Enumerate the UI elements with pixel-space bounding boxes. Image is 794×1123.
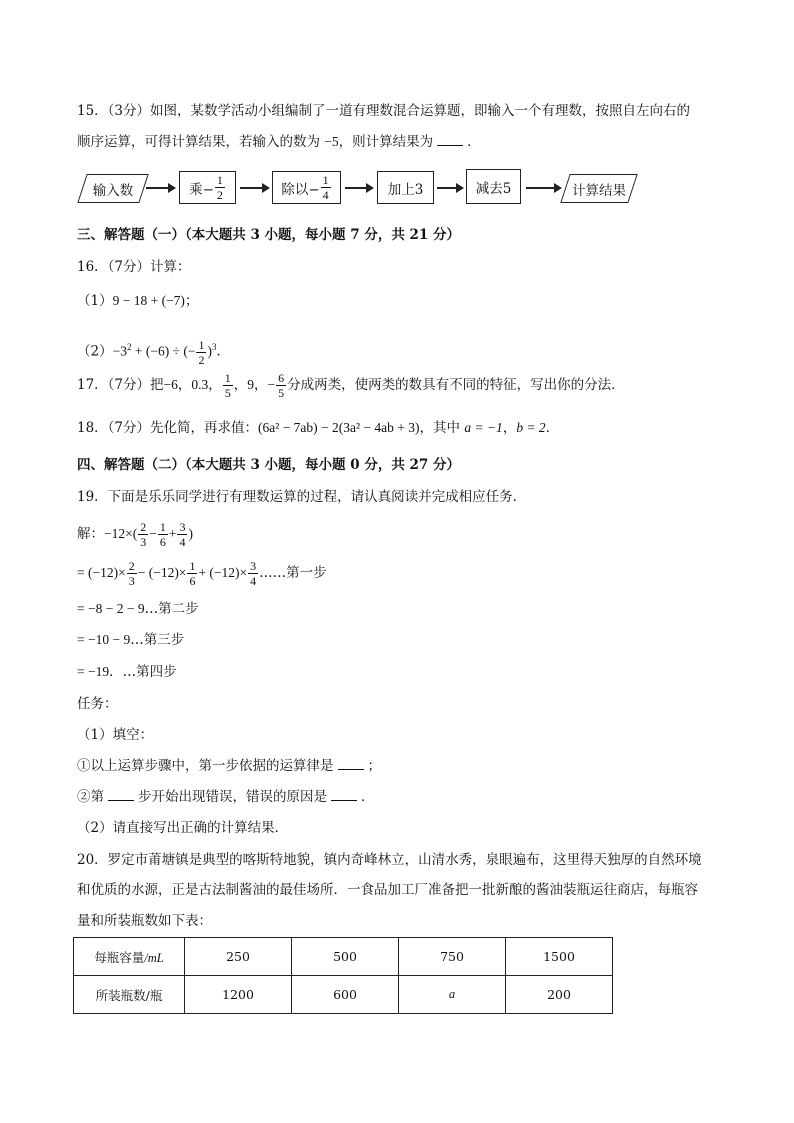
q19-t1b-a: ②第	[77, 789, 104, 805]
q19-plus: +	[168, 526, 177, 541]
table-row-head	[74, 938, 185, 976]
answer-blank	[108, 788, 134, 801]
q20-line2: 和优质的水源，正是古法制酱油的最佳场所．一食品加工厂准备把一批新酿的酱油装瓶运往商店，每瓶容	[77, 882, 698, 898]
q16-part2-exp2: 3	[211, 342, 217, 352]
q18	[77, 418, 559, 438]
q20-line3: 量和所装瓶数如下表：	[77, 913, 212, 929]
table-cell: a	[399, 976, 506, 1014]
table-cell: 250	[185, 938, 292, 976]
q16-stem: 16．（7分）计算：	[77, 259, 191, 275]
table-cell: 500	[292, 938, 399, 976]
frac-den: 4	[322, 188, 329, 202]
frac-den: 6	[159, 535, 166, 549]
q15-line2	[77, 132, 481, 152]
table-row-head: 所装瓶数/瓶	[74, 976, 185, 1014]
q20-line1: 20．罗定市莆塘镇是典型的喀斯特地貌，镇内奇峰林立，山清水秀，泉眼遍布，这里得天独厚的自然环境	[77, 852, 702, 868]
q19-t1a-text: ①以上运算步骤中，第一步依据的运算律是	[77, 758, 334, 774]
flow-step-3: 加上3	[377, 171, 434, 204]
q19-t1a	[77, 756, 381, 776]
frac-num: 6	[278, 371, 285, 385]
frac-num: 1	[224, 371, 231, 385]
q19-step1-a: = (−12)×	[77, 565, 126, 580]
q19-fraction-b	[158, 520, 168, 549]
q19-t1b-b: 步开始出现错误，错误的原因是	[138, 789, 327, 805]
frac-num: 2	[140, 520, 147, 534]
q19-step2-expr: = −8 − 2 − 9	[77, 601, 145, 616]
q16-part2-exp: 2	[126, 342, 132, 352]
table-cell: 750	[399, 938, 506, 976]
section-3-title: 三、解答题（一）（本大题共 3 小题，每小题 7 分，共 21 分）	[77, 227, 461, 243]
flow-step-2-fraction	[321, 173, 331, 202]
flow-step-2-label: 除以−	[281, 181, 320, 198]
table-cell: 1500	[506, 938, 613, 976]
q19-t1b	[77, 787, 375, 807]
table-cell: 600	[292, 976, 399, 1014]
q16-part2-c: )	[207, 343, 212, 359]
q15-line2-a: 顺序运算，可得计算结果，若输入的数为	[77, 134, 325, 150]
flow-arrow-5	[526, 187, 556, 189]
frac-den: 2	[216, 188, 223, 202]
row-head-unit: /mL	[144, 950, 164, 965]
frac-den: 3	[140, 535, 147, 549]
section-4-title: 四、解答题（二）（本大题共 3 小题，每小题 0 分，共 27 分）	[77, 457, 461, 473]
q19-t1: （1）填空：	[77, 727, 154, 743]
frac-num: 1	[159, 520, 166, 534]
q15-input-value: −5	[324, 134, 339, 149]
frac-den: 4	[179, 535, 186, 549]
q19-task: 任务：	[77, 696, 118, 712]
table-row	[74, 976, 613, 1014]
answer-blank	[338, 757, 364, 770]
q19-minus: −	[149, 526, 157, 541]
frac-num: 3	[250, 559, 257, 573]
q19-close: )	[188, 526, 193, 541]
frac-num: 1	[189, 559, 196, 573]
q19-step1-frac-a	[127, 559, 137, 588]
q18-sep: ，	[502, 420, 517, 436]
q16-part1-end: ；	[184, 293, 199, 309]
q16-part2-fraction	[196, 338, 206, 367]
q19-fraction-c	[177, 520, 187, 549]
q19-step3-expr: = −10 − 9	[77, 632, 131, 647]
frac-den: 4	[250, 574, 257, 588]
q19-step1-b: − (−12)×	[137, 565, 187, 580]
flow-input	[82, 174, 144, 203]
frac-num: 1	[198, 337, 205, 352]
q16-part2-a: −3	[112, 343, 127, 359]
q17-neg: −	[267, 377, 276, 392]
q19-step3	[77, 630, 184, 650]
q15-line1: 15．（3分）如图，某数学活动小组编制了一道有理数混合运算题，即输入一个有理数，按照自左向右的	[77, 103, 691, 119]
q19-step4	[77, 662, 177, 682]
q19-fraction-a	[138, 520, 148, 549]
table-row	[74, 938, 613, 976]
q17-fraction-1	[223, 371, 233, 400]
q19-t2: （2）请直接写出正确的计算结果．	[77, 820, 289, 836]
flow-step-1	[179, 171, 236, 204]
flow-output-label: 计算结果	[572, 182, 626, 199]
frac-den: 2	[198, 352, 205, 367]
frac-num: 1	[322, 173, 329, 187]
q18-end: ．	[545, 420, 560, 436]
flow-arrow-4	[437, 187, 458, 189]
q19-step1-frac-b	[187, 559, 197, 588]
frac-den: 5	[224, 386, 231, 400]
flow-step-1-label: 乘−	[189, 181, 214, 198]
flow-step-1-fraction	[215, 173, 225, 202]
q18-cond1: a = −1	[464, 420, 503, 435]
q16-part2	[77, 330, 230, 367]
flow-arrow-2	[240, 187, 264, 189]
q16-part2-b: + (−6) ÷ (−	[131, 343, 196, 359]
frac-num: 3	[179, 520, 186, 534]
q19-step1	[77, 556, 327, 590]
q19-step2-label: …第二步	[144, 601, 199, 617]
flow-arrow-1	[146, 187, 170, 189]
q15-line2-b: ，则计算结果为	[338, 134, 434, 150]
q19-step1-label: ……第一步	[259, 565, 327, 581]
q19-t1b-end: ．	[361, 789, 375, 805]
answer-blank	[331, 788, 357, 801]
flow-arrow-3	[345, 187, 368, 189]
q18-b: ，其中	[419, 420, 465, 436]
frac-num: 1	[216, 173, 223, 187]
row-head-label: 每瓶容量	[94, 949, 145, 965]
q19-sol-label: 解：	[77, 526, 104, 542]
table-cell: 200	[506, 976, 613, 1014]
flow-step-2	[272, 171, 341, 204]
q17-nums: −6，0.3，	[163, 377, 222, 392]
flow-input-label: 输入数	[92, 182, 134, 199]
q19-step4-expr: = −19．	[77, 664, 123, 679]
flow-output	[565, 174, 633, 203]
q16-part1	[77, 291, 198, 311]
q17-mid: ，9，	[233, 377, 268, 392]
q16-part2-label: （2）	[77, 343, 113, 360]
frac-den: 5	[278, 386, 285, 400]
frac-den: 6	[189, 574, 196, 588]
q16-part2-end: ．	[216, 343, 230, 360]
q17-b: 分成两类，使两类的数具有不同的特征，写出你的分法．	[287, 377, 625, 393]
q19-sol-a: −12×(	[104, 526, 138, 541]
frac-num: 2	[128, 559, 135, 573]
q19-solution	[77, 516, 193, 552]
q19-stem: 19．下面是乐乐同学进行有理数运算的过程，请认真阅读并完成相应任务．	[77, 489, 527, 505]
q19-step1-frac-c	[248, 559, 258, 588]
q18-a: 18．（7分）先化简，再求值：	[77, 420, 259, 436]
q19-step3-label: …第三步	[130, 632, 185, 648]
q16-part1-label: （1）	[77, 293, 113, 309]
table-cell: 1200	[185, 976, 292, 1014]
q19-step2	[77, 599, 199, 619]
q18-cond2: b = 2	[516, 420, 546, 435]
q16-part1-expr: 9 − 18 + (−7)	[112, 293, 185, 308]
q15-line2-end: ．	[467, 134, 481, 150]
flow-step-4: 减去5	[466, 169, 521, 204]
q17	[77, 368, 625, 402]
capacity-table	[73, 937, 613, 1014]
q17-fraction-2	[276, 371, 286, 400]
answer-blank	[437, 133, 463, 146]
q19-step4-label: …第四步	[122, 664, 177, 680]
q19-step1-c: + (−12)×	[198, 565, 248, 580]
frac-den: 3	[128, 574, 135, 588]
q17-a: 17．（7分）把	[77, 377, 164, 393]
q18-expr: (6a² − 7ab) − 2(3a² − 4ab + 3)	[258, 420, 420, 435]
q19-t1a-end: ；	[367, 758, 381, 774]
